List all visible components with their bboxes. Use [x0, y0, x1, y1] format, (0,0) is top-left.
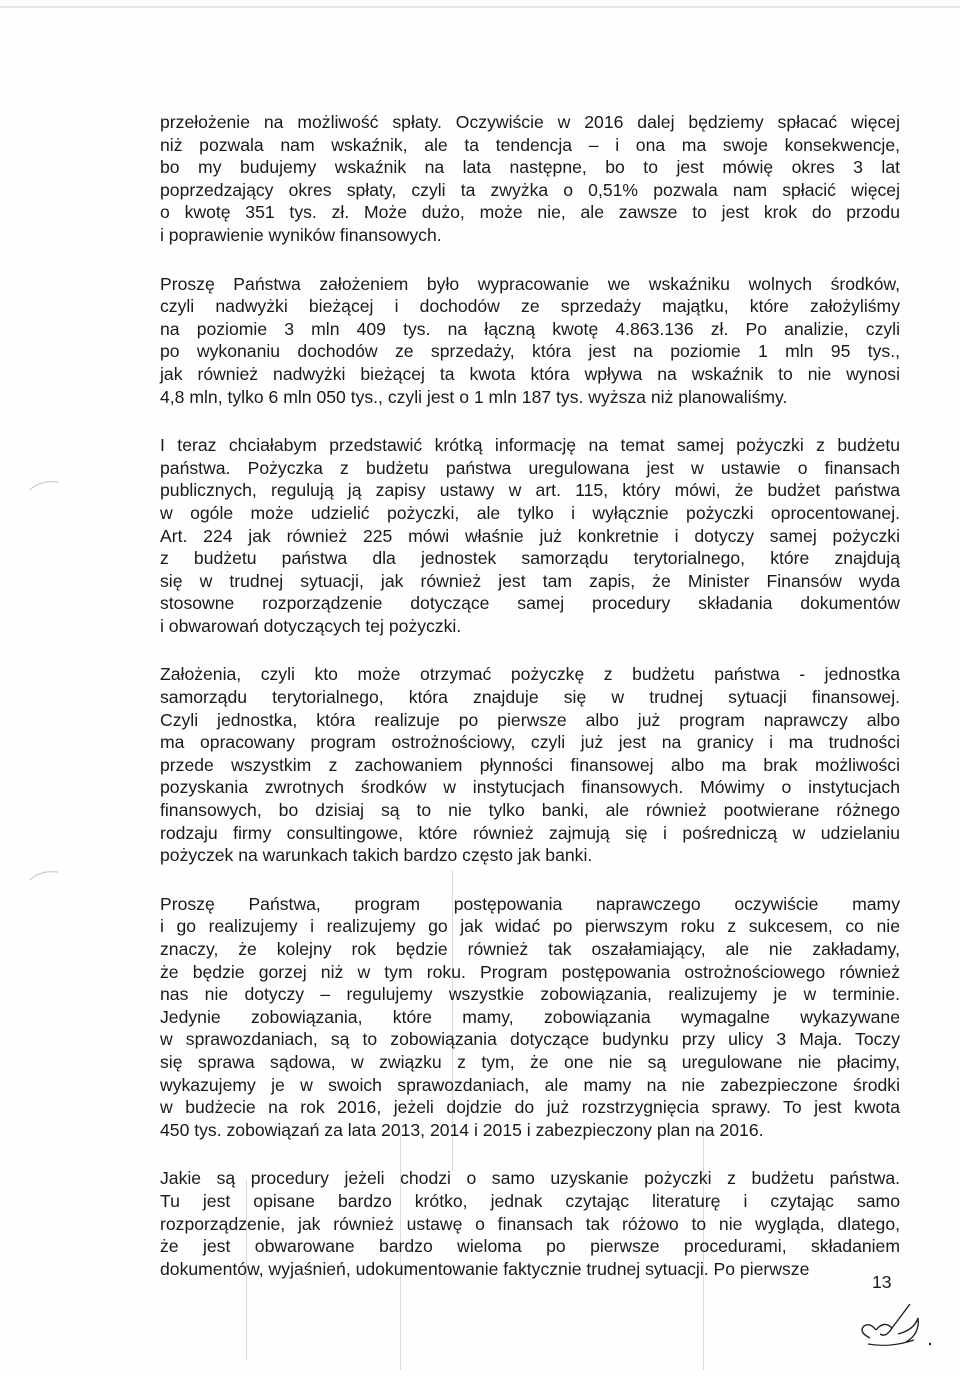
text-line: bo my budujemy wskaźnik na lata następne, bo to jest mówię okres 3 lat — [160, 157, 900, 178]
text-line: ma opracowany program ostrożnościowy, czyli już jest na granicy i ma trudności — [160, 732, 900, 753]
text-line: w ogóle może udzielić pożyczki, ale tylko i wyłącznie pożyczki oprocentowanej. — [160, 502, 900, 523]
text-line: Jakie są procedury jeżeli chodzi o samo uzyskanie pożyczki z budżetu państwa. — [160, 1168, 900, 1189]
text-line: i go realizujemy i realizujemy go jak widać po pierwszym roku z sukcesem, co nie — [160, 916, 900, 937]
margin-mark — [28, 868, 64, 882]
text-line: że jest obwarowane bardzo wieloma po pierwsze procedurami, składaniem — [160, 1236, 900, 1257]
text-line: nas nie dotyczy – regulujemy wszystkie zobowiązania, realizujemy je w terminie. — [160, 984, 900, 1005]
text-line: poprzedzający okres spłaty, czyli ta zwyżka o 0,51% pozwala nam spłacić więcej — [160, 179, 900, 200]
text-line: finansowych, bo dzisiaj są to nie tylko banki, ale również pootwierane różnego — [160, 800, 900, 821]
text-line: w budżecie na rok 2016, jeżeli dojdzie do już rozstrzygnięcia sprawy. To jest kwota — [160, 1097, 900, 1118]
text-line: z budżetu państwa dla jednostek samorządu terytorialnego, które znajdują — [160, 548, 900, 569]
text-line: wykazujemy je w swoich sprawozdaniach, ale mamy na nie zabezpieczone środki — [160, 1074, 900, 1095]
text-line: Czyli jednostka, która realizuje po pierwsze albo już program naprawczy albo — [160, 709, 900, 730]
text-line: Proszę Państwa, program postępowania naprawczego oczywiście mamy — [160, 893, 900, 914]
text-line: przede wszystkim z zachowaniem płynności finansowej albo ma brak możliwości — [160, 754, 900, 775]
text-line: Tu jest opisane bardzo krótko, jednak czytając literaturę i czytając samo — [160, 1190, 900, 1211]
text-line: że będzie gorzej niż w tym roku. Program postępowania ostrożnościowego również — [160, 961, 900, 982]
text-line: rodzaju firmy consultingowe, które również zajmują się i pośredniczą w udzielaniu — [160, 822, 900, 843]
text-line: pozyskania zwrotnych środków w instytucjach finansowych. Mówimy o instytucjach — [160, 777, 900, 798]
text-line: Proszę Państwa założeniem było wypracowanie we wskaźniku wolnych środków, — [160, 273, 900, 294]
text-line: znaczy, że kolejny rok będzie również tak oszałamiający, ale nie zakładamy, — [160, 939, 900, 959]
text-line: jak również nadwyżki bieżącej ta kwota która wpływa na wskaźnik to nie wynosi — [160, 363, 900, 384]
paragraph — [160, 111, 900, 247]
text-line: się w trudnej sytuacji, jak również jest tam zapis, że Minister Finansów wyda — [160, 570, 900, 591]
text-line: Założenia, czyli kto może otrzymać pożyczkę z budżetu państwa - jednostka — [160, 664, 900, 685]
text-line: publicznych, regulują ją zapisy ustawy w art. 115, który mówi, że budżet państwa — [160, 480, 900, 501]
text-line: I teraz chciałabym przedstawić krótką informację na temat samej pożyczki z budżetu — [160, 435, 900, 456]
text-line: na poziomie 3 mln 409 tys. na łączną kwotę 4.863.136 zł. Po analizie, czyli — [160, 318, 900, 339]
paragraph — [160, 434, 900, 637]
text-line: czyli nadwyżki bieżącej i dochodów ze sprzedaży majątku, które założyliśmy — [160, 296, 900, 317]
text-line: przełożenie na możliwość spłaty. Oczywiście w 2016 dalej będziemy spłacać więcej — [160, 112, 900, 132]
text-line: i poprawienie wyników finansowych. — [160, 224, 442, 245]
text-line: niż pozwala nam wskaźnik, ale ta tendencja – i ona ma swoje konsekwencje, — [160, 134, 900, 155]
handwritten-signature — [840, 1298, 940, 1354]
text-line: samorządu terytorialnego, która znajduje się w trudnej sytuacji finansowej. — [160, 687, 900, 708]
scan-edge-line — [0, 6, 960, 8]
text-line: państwa. Pożyczka z budżetu państwa uregulowana jest w ustawie o finansach — [160, 457, 900, 478]
page-number: 13 — [872, 1272, 892, 1292]
text-line: Jedynie zobowiązania, które mamy, zobowiązania wymagalne wykazywane — [160, 1006, 900, 1027]
paragraph — [160, 1167, 900, 1280]
text-line: 450 tys. zobowiązań za lata 2013, 2014 i 2015 i zabezpieczony plan na 2016. — [160, 1119, 764, 1140]
text-line: w sprawozdaniach, są to zobowiązania dotyczące budynku przy ulicy 3 Maja. Toczy — [160, 1029, 900, 1050]
text-line: pożyczek na warunkach takich bardzo często jak banki. — [160, 845, 593, 866]
paragraph — [160, 893, 900, 1142]
paragraph — [160, 273, 900, 409]
text-line: 4,8 mln, tylko 6 mln 050 tys., czyli jest o 1 mln 187 tys. wyższa niż planowaliśmy. — [160, 386, 788, 407]
text-line: po wykonaniu dochodów ze sprzedaży, która jest na poziomie 1 mln 95 tys., — [160, 341, 900, 362]
text-line: o kwotę 351 tys. zł. Może dużo, może nie, ale zawsze to jest krok do przodu — [160, 202, 900, 223]
margin-mark — [28, 478, 64, 492]
text-line: stosowne rozporządzenie dotyczące samej procedury składania dokumentów — [160, 593, 900, 614]
document-body — [160, 111, 900, 1306]
text-line: Art. 224 jak również 225 mówi właśnie już konkretnie i dotyczy samej pożyczki — [160, 525, 900, 546]
text-line: dokumentów, wyjaśnień, udokumentowanie faktycznie trudnej sytuacji. Po pierwsze — [160, 1258, 810, 1279]
text-line: i obwarowań dotyczących tej pożyczki. — [160, 615, 462, 636]
paragraph — [160, 663, 900, 866]
text-line: się sprawa sądowa, w związku z tym, że one nie są uregulowane nie płacimy, — [160, 1051, 900, 1072]
text-line: rozporządzenie, jak również ustawę o finansach tak różowo to nie wygląda, dlatego, — [160, 1213, 900, 1234]
